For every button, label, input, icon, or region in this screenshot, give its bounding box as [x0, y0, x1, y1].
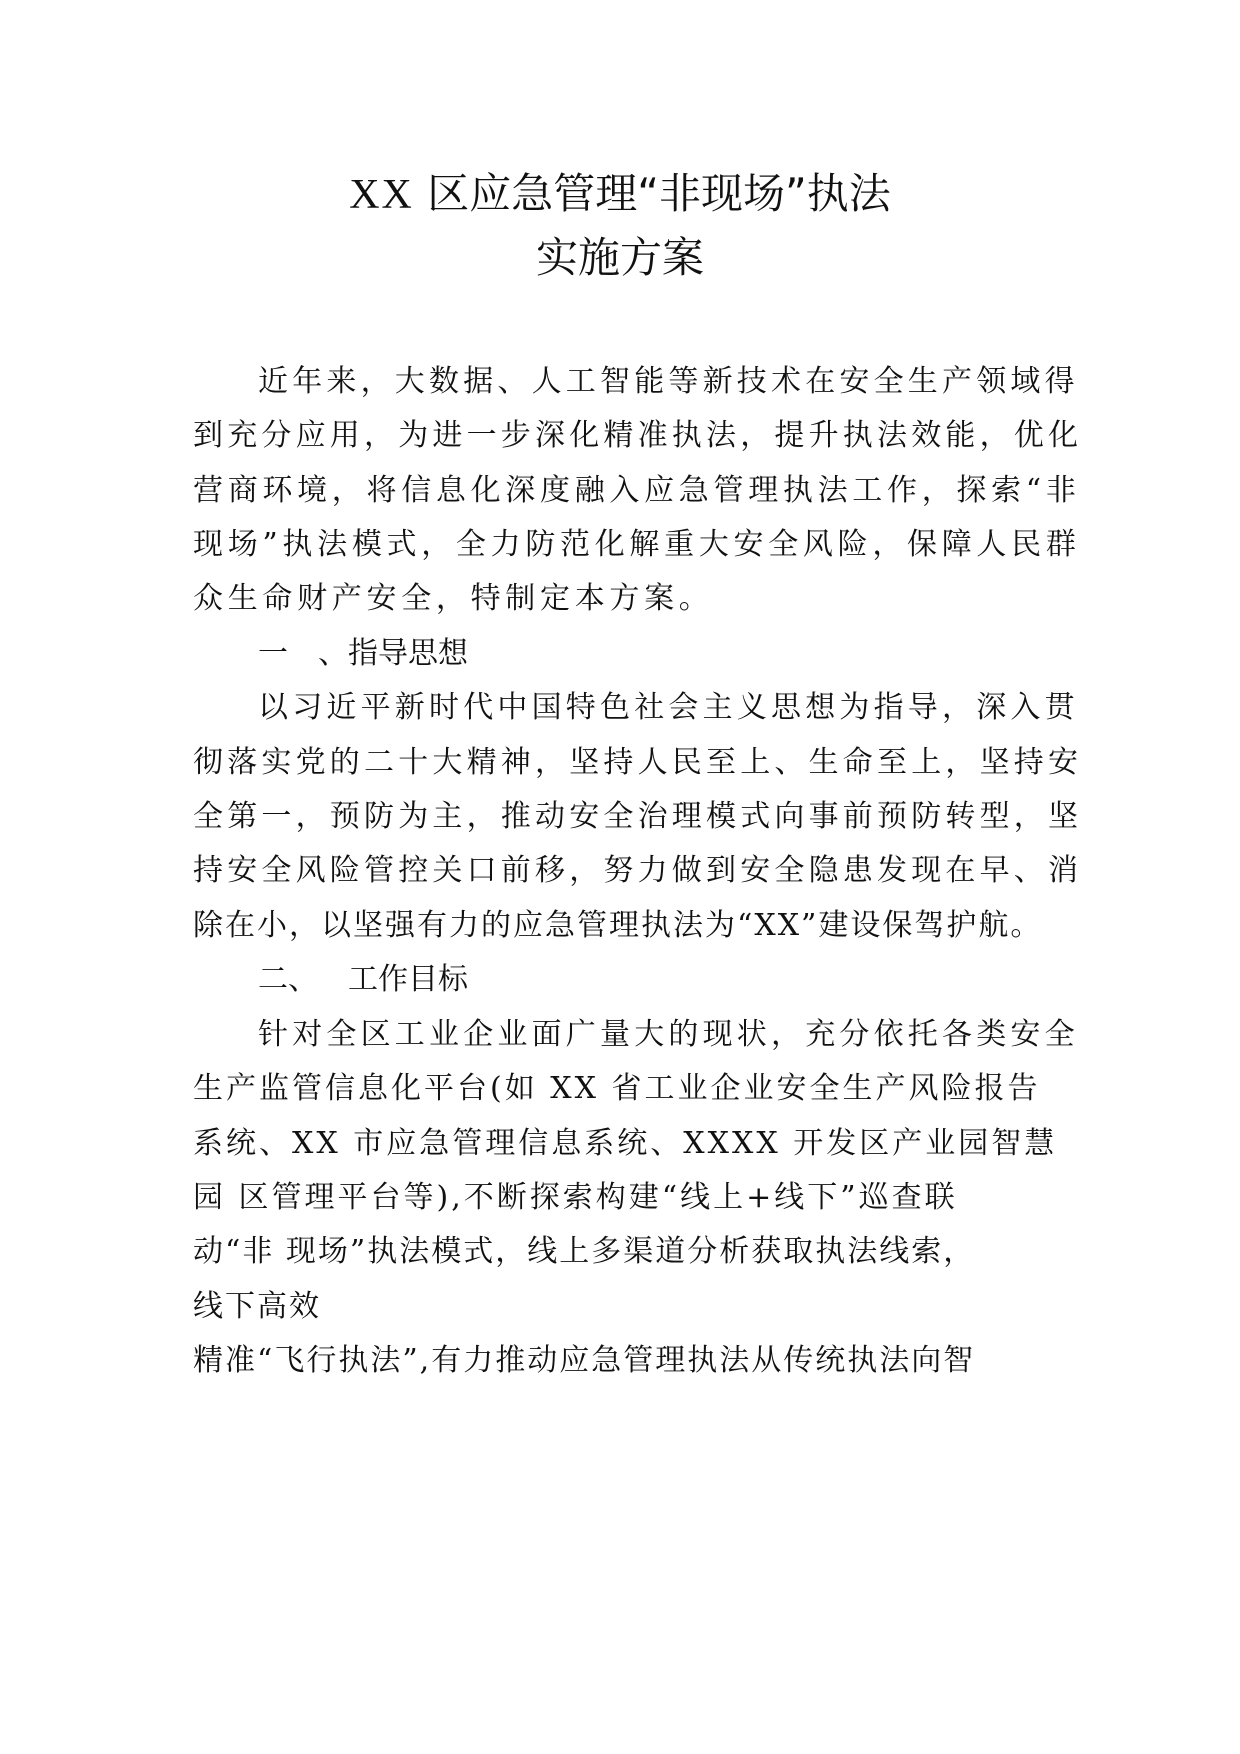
section2-line: 精准“飞行执法”,有力推动应急管理执法从传统执法向智 [193, 1343, 976, 1378]
section1-line: 彻落实党的二十大精神，坚持人民至上、生命至上，坚持安 [193, 745, 1083, 780]
section1-line: 除在小，以坚强有力的应急管理执法为“XX”建设保驾护航。 [193, 908, 1043, 943]
section-number: 二、 [258, 962, 318, 997]
section-title: 工作目标 [348, 962, 468, 997]
intro-line: 现场”执法模式，全力防范化解重大安全风险，保障人民群 [193, 527, 1081, 562]
title-prefix: XX [349, 172, 414, 218]
section1-line: 以习近平新时代中国特色社会主义思想为指导，深入贯 [258, 690, 1079, 725]
section2-line: 针对全区工业企业面广量大的现状，充分依托各类安全 [258, 1017, 1079, 1052]
section-number: 一 [258, 636, 288, 671]
section1-line: 持安全风险管控关口前移，努力做到安全隐患发现在早、消 [193, 853, 1083, 888]
intro-line: 近年来，大数据、人工智能等新技术在安全生产领域得 [258, 364, 1079, 399]
section2-line: 动“非 现场”执法模式，线上多渠道分析获取执法线索， [193, 1234, 976, 1269]
intro-line: 营商环境，将信息化深度融入应急管理执法工作，探索“非 [193, 473, 1081, 508]
section2-line: 系统、XX 市应急管理信息系统、XXXX 开发区产业园智慧 [193, 1126, 1058, 1161]
intro-line: 众生命财产安全，特制定本方案。 [193, 581, 714, 616]
intro-line: 到充分应用，为进一步深化精准执法，提升执法效能，优化 [193, 418, 1083, 453]
section2-line: 生产监管信息化平台(如 XX 省工业企业安全生产风险报告 [193, 1071, 1041, 1106]
section2-line: 园 区管理平台等),不断探索构建“线上+线下”巡查联 [193, 1180, 958, 1215]
section-heading-1 [258, 636, 468, 672]
document-title-line-2: 实施方案 [535, 233, 704, 282]
section2-line: 线下高效 [193, 1289, 321, 1324]
title-main: 区应急管理“非现场”执法 [427, 169, 891, 218]
document-title-line-1 [0, 170, 1240, 219]
section-title: 、指导思想 [318, 636, 468, 671]
section1-line: 全第一，预防为主，推动安全治理模式向事前预防转型，坚 [193, 799, 1083, 834]
section-heading-2 [258, 962, 468, 998]
